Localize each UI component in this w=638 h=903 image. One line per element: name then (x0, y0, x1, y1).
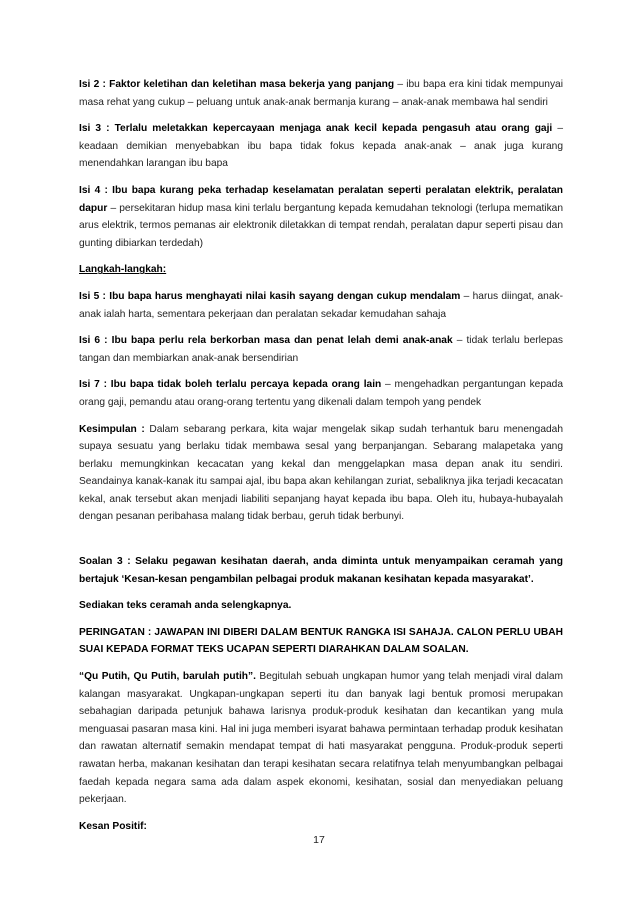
isi-3-body: – keadaan demikian menyebabkan ibu bapa tidak fokus kepada anak-anak – anak juga kurang menendahkan larangan ibu bapa (79, 123, 563, 170)
pendahuluan-heading: “Qu Putih, Qu Putih, barulah putih”. (79, 671, 256, 683)
isi-2 (79, 76, 563, 111)
langkah-heading: Langkah-langkah: (79, 264, 167, 276)
kesimpulan (79, 421, 563, 527)
kesimpulan-heading: Kesimpulan : (79, 423, 145, 435)
isi-3 (79, 120, 563, 173)
pendahuluan-body: Begitulah sebuah ungkapan humor yang telah menjadi viral dalam kalangan masyarakat. Ungkapan-ungkapan seperti itu dan banyak lagi bentuk promosi merupakan sebahagian daripada petunjuk bahawa larisnya produk-produk kesihatan dan kecantikan yang mula menguasai pasaran masa kini. Hal ini juga memberi isyarat bahawa permintaan terhadap produk kesihatan dan rawatan alternatif semakin mendapat tempat di hati masyarakat pengguna. Produk-produk seperti rawatan herba, makanan kesihatan dan terapi kesihatan secara relatifnya telah menyumbangkan pelbagai faedah kepada negara sama ada dalam aspek ekonomi, kesihatan, sosial dan menyediakan peluang pekerjaan. (79, 671, 563, 806)
sediakan-instruction: Sediakan teks ceramah anda selengkapnya. (79, 600, 292, 612)
isi-5-heading: Isi 5 : Ibu bapa harus menghayati nilai kasih sayang dengan cukup mendalam (79, 290, 461, 302)
isi-6 (79, 332, 563, 367)
isi-4 (79, 182, 563, 252)
isi-5-body: – harus diingat, anak-anak ialah harta, sementara pekerjaan dan peralatan sekadar kemudahan sahaja (79, 290, 563, 320)
kesan-positif-heading: Kesan Positif: (79, 820, 147, 832)
soalan-3: Soalan 3 : Selaku pegawan kesihatan daerah, anda diminta untuk menyampaikan ceramah yang bertajuk ‘Kesan-kesan pengambilan pelbagai produk makanan kesihatan kepada masyarakat’. (79, 556, 563, 585)
isi-4-heading: Isi 4 : Ibu bapa kurang peka terhadap keselamatan peralatan seperti peralatan elektrik, peralatan dapur (79, 184, 563, 214)
isi-6-body: – tidak terlalu berlepas tangan dan membiarkan anak-anak bersendirian (79, 335, 563, 364)
isi-7-heading: Isi 7 : Ibu bapa tidak boleh terlalu percaya kepada orang lain (79, 379, 382, 391)
isi-7-body: – mengehadkan pergantungan kepada orang gaji, pemandu atau orang-orang tertentu yang dikenali dalam tempoh yang pendek (79, 379, 563, 408)
isi-2-body: – ibu bapa era kini tidak mempunyai masa rehat yang cukup – peluang untuk anak-anak bermanja kurang – anak-anak membawa hal sendiri (79, 79, 563, 108)
isi-6-heading: Isi 6 : Ibu bapa perlu rela berkorban masa dan penat lelah demi anak-anak (79, 335, 453, 347)
pendahuluan (79, 668, 563, 809)
isi-7 (79, 376, 563, 411)
isi-4-body: – persekitaran hidup masa kini terlalu bergantung kepada kemudahan teknologi (terlupa mematikan arus elektrik, termos pemanas air elektronik diletakkan di tempat rendah, peralatan dapur seperti pisau dan gunting dibiarkan terdedah) (79, 202, 563, 249)
document-page (79, 76, 563, 835)
kesimpulan-body: Dalam sebarang perkara, kita wajar mengelak sikap sudah terhantuk baru menengadah supaya sesuatu yang berlaku tidak membawa sesal yang berpanjangan. Sebarang malapetaka yang berlaku memungkinkan kecacatan yang kekal dan menggelapkan masa depan anak itu sendiri. Seandainya kanak-kanak itu sampai ajal, ibu bapa akan kehilangan zuriat, sebaliknya jika terjadi kecacatan kekal, anak tersebut akan menjadi liabiliti sepanjang hayat kepada ibu bapa. Oleh itu, hubaya-hubayalah dengan pesanan peribahasa malang tidak berbau, geruh tidak berbunyi. (79, 423, 563, 523)
isi-5 (79, 288, 563, 323)
isi-3-heading: Isi 3 : Terlalu meletakkan kepercayaan menjaga anak kecil kepada pengasuh atau orang gaji (79, 123, 553, 135)
isi-2-heading: Isi 2 : Faktor keletihan dan keletihan masa bekerja yang panjang (79, 79, 395, 90)
page-number: 17 (313, 834, 325, 846)
peringatan-note: PERINGATAN : JAWAPAN INI DIBERI DALAM BENTUK RANGKA ISI SAHAJA. CALON PERLU UBAH SUAI KEPADA FORMAT TEKS UCAPAN SEPERTI DIARAHKAN DALAM SOALAN. (79, 626, 563, 656)
